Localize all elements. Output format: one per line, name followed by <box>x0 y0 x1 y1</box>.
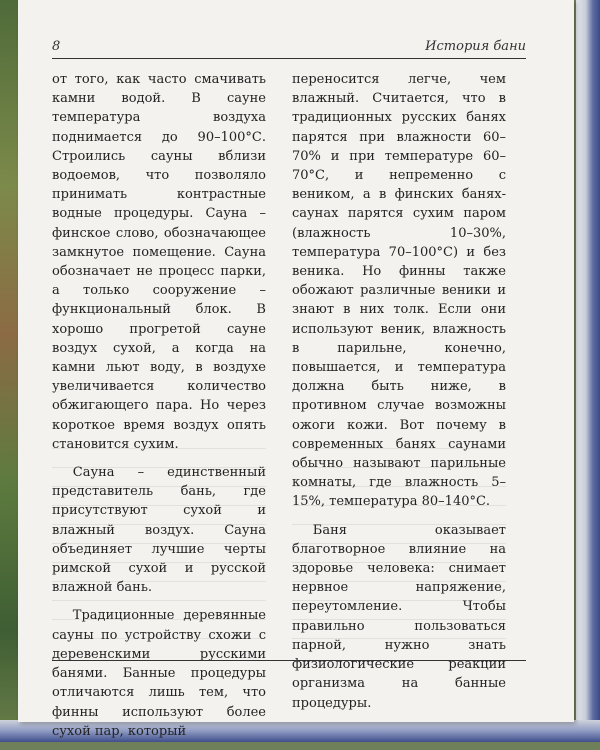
paragraph: переносится легче, чем влажный. Считается, что в традиционных русских банях парятся при влажности 60–70% и при температуре 60–70°С, и непременно с веником, а в финских банях-саунах парятся сухим паром (влажность 10–30%, температура 70–100°С) и без веника. Но финны также обожают различные веники и знают в них толк. Если они используют веник, влажность в парильне, конечно, повышается, и температура должна быть ниже, в противном случае возможны ожоги кожи. Вот почему в современных банях саунами обычно называют парильные комнаты, где влажность 5–15%, температура 80–140°С. <box>292 72 506 510</box>
paragraph: Баня оказывает благотворное влияние на здоровье человека: снимает нервное напряжение, переутомление. Чтобы правильно пользоваться парной, нужно знать физиологические реакции организма на банные процедуры. <box>292 522 506 711</box>
paragraph: Традиционные деревянные сауны по устройству схожи с деревенскими русскими банями. Банные процедуры отличаются лишь тем, что финны используют более сухой пар, который <box>52 608 266 739</box>
paragraph: от того, как часто смачивать камни водой. В сауне температура воздуха поднимается до 90–100°С. Строились сауны вблизи водоемов, что позволяло принимать контрастные водные процедуры. Сауна – финское слово, обозначающее замкнутое помещение. Сауна обозначает не процесс парки, а только сооружение – функциональный блок. В хорошо прогретой сауне воздух сухой, а когда на камни льют воду, в воздухе увеличивается количество обжигающего пара. Но через короткое время воздух опять становится сухим. <box>52 72 266 452</box>
book-cover-right-edge <box>576 0 600 742</box>
show-through-text-left <box>52 448 266 640</box>
show-through-text-right <box>292 448 506 640</box>
page-header <box>52 36 526 59</box>
footer-rule <box>52 660 526 661</box>
page-number: 8 <box>52 39 61 54</box>
text-column-left <box>52 70 266 750</box>
running-title: История бани <box>425 39 526 54</box>
paragraph: Сауна – единственный представитель бань, где присутствуют сухой и влажный воздух. Сауна объединяет лучшие черты римской сухой и русской влажной бань. <box>52 465 266 596</box>
